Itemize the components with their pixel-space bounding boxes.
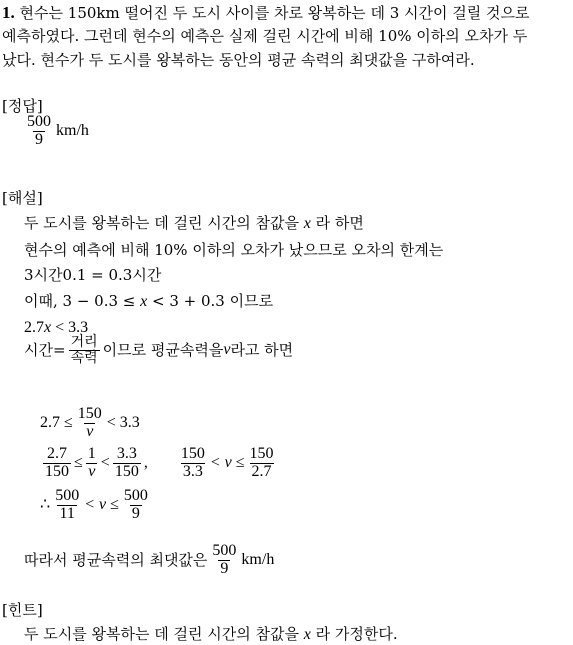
distance-over-speed-fraction xyxy=(69,335,100,365)
solution-text: 시간= xyxy=(24,340,66,359)
fraction-numerator: 3.3 xyxy=(116,445,137,462)
math-text: 2.7 ≤ xyxy=(40,414,73,432)
fraction-numerator: 500 xyxy=(55,487,80,504)
fraction-numerator: 150 xyxy=(249,445,274,462)
solution-line-6 xyxy=(24,335,293,365)
answer-fraction xyxy=(25,114,53,149)
problem-line-2: 예측하였다. 그런데 현수의 예측은 실제 걸린 시간에 비해 10% 이하의 오차가 두 xyxy=(2,27,528,45)
solution-text: 2.7 xyxy=(24,319,44,336)
problem-number: 1. xyxy=(2,3,15,22)
answer-denominator: 9 xyxy=(35,130,43,148)
fraction-numerator: 500 xyxy=(123,487,148,504)
hint-header: [힌트] xyxy=(2,601,43,619)
fraction-denominator: v xyxy=(86,422,94,440)
hint-text: 두 도시를 왕복하는 데 걸린 시간의 참값을 xyxy=(24,625,304,643)
answer-value xyxy=(22,114,89,149)
unit: km/h xyxy=(241,551,275,569)
problem-line-1 xyxy=(2,4,529,21)
math-text: < xyxy=(100,454,110,472)
math-fraction xyxy=(179,446,207,481)
answer-unit: km/h xyxy=(56,122,89,140)
solution-line-3: 3시간0.1 = 0.3시간 xyxy=(24,266,162,284)
fraction-denominator: v xyxy=(88,462,96,480)
var-x: x xyxy=(44,319,52,336)
max-speed-fraction xyxy=(210,543,238,578)
math-text: < v ≤ xyxy=(84,496,119,514)
math-line-2 xyxy=(40,446,279,481)
math-fraction xyxy=(53,488,81,523)
solution-text: 두 도시를 왕복하는 데 걸린 시간의 참값을 xyxy=(24,214,304,232)
fraction-numerator: 1 xyxy=(87,445,96,462)
math-fraction xyxy=(122,488,150,523)
math-line-1 xyxy=(40,406,140,441)
solution-text: < 3.3 xyxy=(51,319,89,336)
math-fraction xyxy=(86,446,98,481)
math-text: ≤ xyxy=(74,454,83,472)
fraction-numerator: 150 xyxy=(180,445,205,462)
math-text: < 3.3 xyxy=(106,414,140,432)
problem-text-1: 현수는 150km 떨어진 두 도시 사이를 차로 왕복하는 데 3 시간이 걸릴 것으로 xyxy=(19,4,530,22)
fraction-numerator: 거리 xyxy=(70,334,98,350)
fraction-denominator: 150 xyxy=(114,462,139,480)
var-v: v xyxy=(223,341,231,359)
solution-header: [해설] xyxy=(2,189,43,207)
solution-text: 라고 하면 xyxy=(230,340,294,359)
fraction-denominator: 속력 xyxy=(70,349,98,366)
math-fraction xyxy=(76,406,104,441)
therefore-symbol: ∴ xyxy=(40,496,51,514)
fraction-numerator: 2.7 xyxy=(47,445,67,462)
answer-header: [정답] xyxy=(2,97,43,115)
math-text: < v ≤ xyxy=(209,454,245,472)
fraction-denominator: 2.7 xyxy=(251,462,272,480)
math-fraction xyxy=(113,446,141,481)
conclusion-text: 따라서 평균속력의 최댓값은 xyxy=(24,550,208,569)
var-x: x xyxy=(303,626,311,643)
solution-line-2: 현수의 예측에 비해 10% 이하의 오차가 났으므로 오차의 한계는 xyxy=(24,241,444,259)
fraction-denominator: 3.3 xyxy=(182,462,203,480)
solution-text: 이때, 3 − 0.3 ≤ xyxy=(24,292,141,310)
math-fraction xyxy=(248,446,276,481)
math-line-3 xyxy=(40,488,153,523)
fraction-denominator: 150 xyxy=(45,462,69,480)
fraction-denominator: 9 xyxy=(131,504,140,522)
fraction-numerator: 150 xyxy=(77,405,102,422)
fraction-denominator: 11 xyxy=(59,504,75,522)
var-x: x xyxy=(140,293,148,310)
math-fraction xyxy=(43,446,71,481)
fraction-numerator: 500 xyxy=(212,542,237,559)
solution-text: < 3 + 0.3 이므로 xyxy=(147,292,274,310)
answer-numerator: 500 xyxy=(27,113,51,130)
solution-line-4 xyxy=(24,294,273,310)
solution-line-1 xyxy=(24,216,364,232)
conclusion-line xyxy=(24,543,274,578)
hint-text: 라 가정한다. xyxy=(310,625,398,643)
math-text: , xyxy=(143,454,148,472)
hint-line xyxy=(24,627,398,643)
var-x: x xyxy=(303,215,311,232)
solution-text: 이므로 평균속력을 xyxy=(102,340,224,359)
fraction-denominator: 9 xyxy=(220,559,229,577)
problem-line-3: 났다. 현수가 두 도시를 왕복하는 동안의 평균 속력의 최댓값을 구하여라. xyxy=(2,51,475,69)
solution-text: 라 하면 xyxy=(310,214,364,232)
